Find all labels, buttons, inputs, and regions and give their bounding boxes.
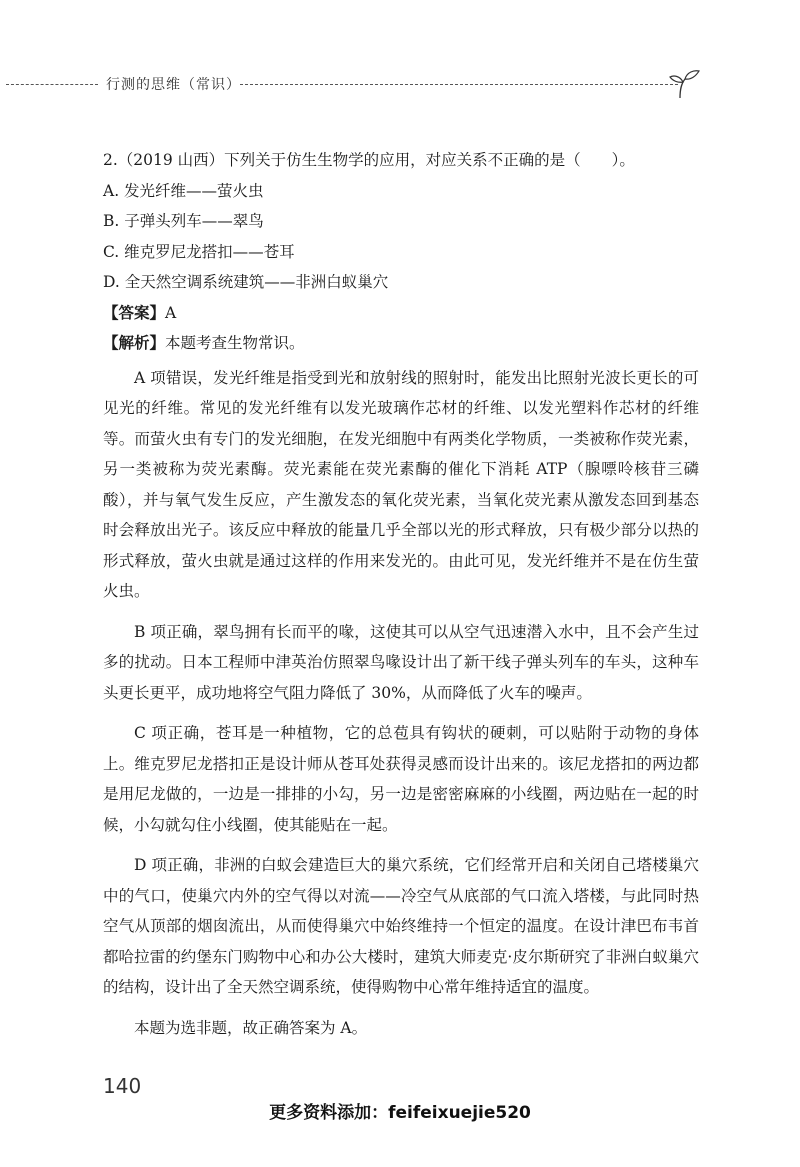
analysis-paragraph-c: C 项正确，苍耳是一种植物，它的总苞具有钩状的硬刺，可以贴附于动物的身体上。维克罗尼龙搭扣正是设计师从苍耳处获得灵感而设计出来的。该尼龙搭扣的两边都是用尼龙做的，一边是一排排的小勾，另一边是密密麻麻的小线圈，两边贴在一起的时候，小勾就勾住小线圈，使其能贴在一起。 [103,724,699,834]
analysis-paragraph-d: D 项正确，非洲的白蚁会建造巨大的巢穴系统，它们经常开启和关闭自己塔楼巢穴中的气口，使巢穴内外的空气得以对流——冷空气从底部的气口流入塔楼，与此同时热空气从顶部的烟囱流出，从而使得巢穴中始终维持一个恒定的温度。在设计津巴布韦首都哈拉雷的约堡东门购物中心和办公大楼时，建筑大师麦克·皮尔斯研究了非洲白蚁巢穴的结构，设计出了全天然空调系统，使得购物中心常年维持适宜的温度。 [103,856,699,996]
option-c: C. 维克罗尼龙搭扣——苍耳 [103,242,295,261]
page-number: 140 [103,1074,142,1098]
answer-label: 【答案】 [103,302,166,322]
analysis-line [103,328,699,359]
running-header [0,70,800,100]
analysis-paragraph-a: A 项错误，发光纤维是指受到光和放射线的照射时，能发出比照射光波长更长的可见光的纤维。常见的发光纤维有以发光玻璃作芯材的纤维、以发光塑料作芯材的纤维等。而萤火虫有专门的发光细胞，在发光细胞中有两类化学物质，一类被称作荧光素，另一类被称为荧光素酶。荧光素能在荧光素酶的催化下消耗 ATP（腺嘌呤核苷三磷酸），并与氧气发生反应，产生激发态的氧化荧光素，当氧化荧光素从激发态回到基态时会释放出光子。该反应中释放的能量几乎全部以光的形式释放，只有极少部分以热的形式释放，萤火虫就是通过这样的作用来发光的。由此可见，发光纤维并不是在仿生萤火虫。 [103,368,699,600]
analysis-paragraph-b: B 项正确，翠鸟拥有长而平的喙，这使其可以从空气迅速潜入水中，且不会产生过多的扰动。日本工程师中津英治仿照翠鸟喙设计出了新干线子弹头列车的车头，这种车头更长更平，成功地将空气阻力降低了 30%，从而降低了火车的噪声。 [103,622,699,702]
answer-line [103,298,699,329]
header-left-dashed-line [6,84,98,85]
option-a: A. 发光纤维——萤火虫 [103,181,264,200]
option-b: B. 子弹头列车——翠鸟 [103,212,264,230]
answer-value: A [165,303,177,322]
question-stem: 2.（2019 山西）下列关于仿生生物学的应用，对应关系不正确的是（ ）。 [103,151,635,169]
header-title: 行测的思维（常识） [106,77,241,93]
question-content [103,145,699,1043]
sprout-icon [668,64,702,98]
footer-watermark-text: 更多资料添加：feifeixuejie520 [269,1103,531,1123]
analysis-label: 【解析】 [103,333,166,352]
header-right-dashed-line [240,84,678,85]
analysis-conclusion: 本题为选非题，故正确答案为 A。 [134,1018,368,1037]
option-d: D. 全天然空调系统建筑——非洲白蚁巢穴 [103,273,389,291]
analysis-intro: 本题考查生物常识。 [165,334,305,352]
